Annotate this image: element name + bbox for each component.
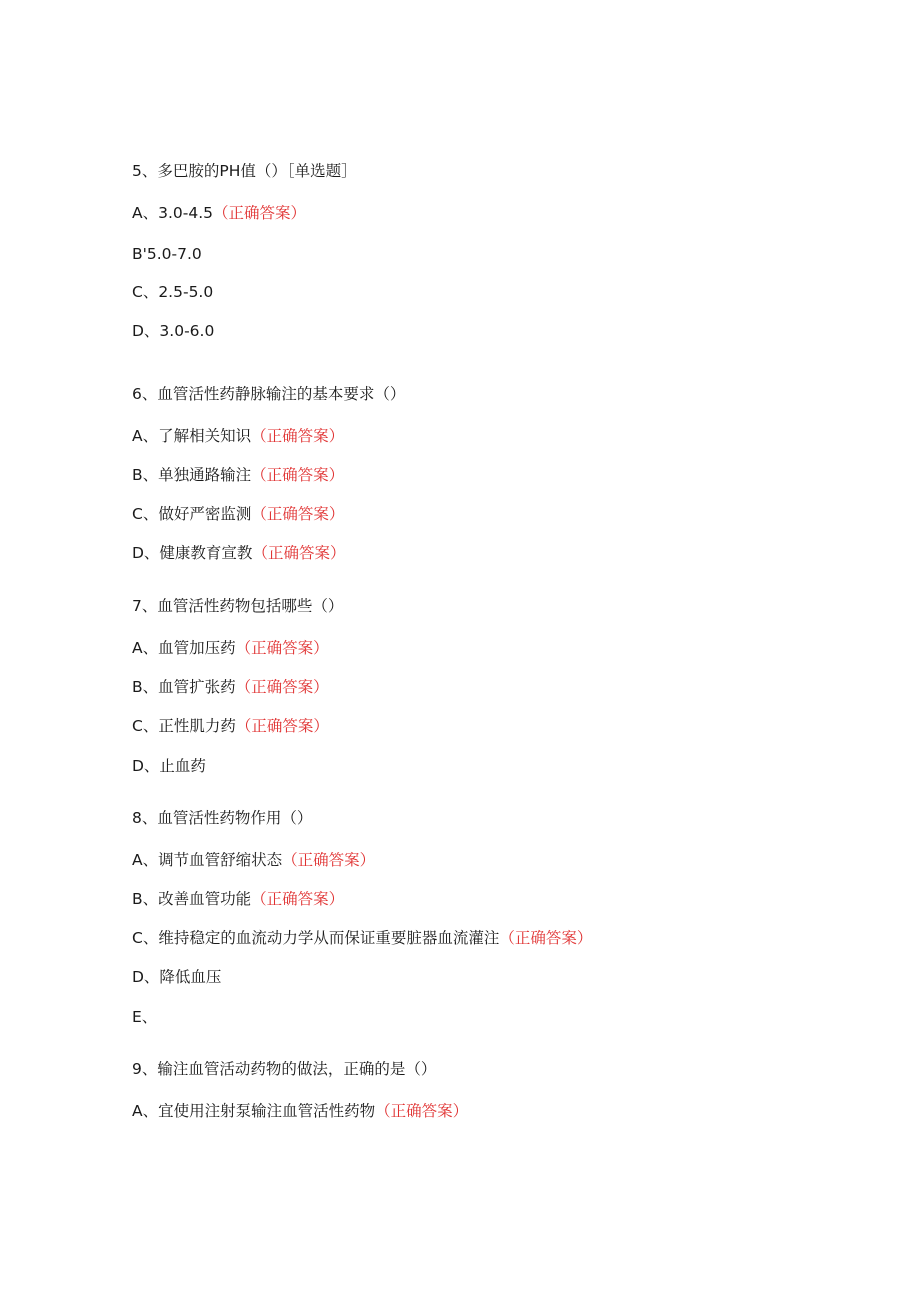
correct-answer-mark: （正确答案） bbox=[235, 717, 329, 735]
question-8-option-e bbox=[132, 1007, 157, 1027]
correct-answer-mark: （正确答案） bbox=[375, 1102, 469, 1120]
question-6-option-b bbox=[132, 465, 344, 485]
option-text: D、降低血压 bbox=[132, 968, 222, 986]
correct-answer-mark: （正确答案） bbox=[213, 204, 307, 222]
option-text: D、止血药 bbox=[132, 757, 206, 775]
question-6-option-a bbox=[132, 426, 344, 446]
question-7-option-c bbox=[132, 716, 329, 736]
option-text: C、维持稳定的血流动力学从而保证重要脏器血流灌注 bbox=[132, 929, 500, 947]
question-5-option-b bbox=[132, 244, 202, 264]
question-5-title: 5、多巴胺的PH值（）［单选题］ bbox=[132, 162, 357, 180]
option-text: A、调节血管舒缩状态 bbox=[132, 851, 283, 869]
correct-answer-mark: （正确答案） bbox=[251, 427, 345, 445]
option-text: D、健康教育宣教 bbox=[132, 544, 253, 562]
question-9-title: 9、输注血管活动药物的做法，正确的是（） bbox=[132, 1060, 437, 1078]
question-8-option-b bbox=[132, 889, 344, 909]
correct-answer-mark: （正确答案） bbox=[251, 466, 345, 484]
question-8-option-d bbox=[132, 967, 221, 987]
question-7-option-a bbox=[132, 638, 329, 658]
question-5-option-c bbox=[132, 282, 213, 302]
option-text: A、了解相关知识 bbox=[132, 427, 252, 445]
question-8-title: 8、血管活性药物作用（） bbox=[132, 809, 313, 827]
option-text: B、改善血管功能 bbox=[132, 890, 252, 908]
correct-answer-mark: （正确答案） bbox=[251, 890, 345, 908]
question-9-option-a bbox=[132, 1101, 468, 1121]
option-text: C、正性肌力药 bbox=[132, 717, 236, 735]
correct-answer-mark: （正确答案） bbox=[282, 851, 376, 869]
question-8-option-a bbox=[132, 850, 375, 870]
question-6-title: 6、血管活性药静脉输注的基本要求（） bbox=[132, 385, 406, 403]
correct-answer-mark: （正确答案） bbox=[252, 544, 346, 562]
question-6-option-d bbox=[132, 543, 345, 563]
correct-answer-mark: （正确答案） bbox=[235, 639, 329, 657]
correct-answer-mark: （正确答案） bbox=[499, 929, 593, 947]
option-text: C、做好严密监测 bbox=[132, 505, 252, 523]
question-6-option-c bbox=[132, 504, 344, 524]
question-8-option-c bbox=[132, 928, 592, 948]
correct-answer-mark: （正确答案） bbox=[235, 678, 329, 696]
option-text: A、血管加压药 bbox=[132, 639, 236, 657]
question-5-option-a bbox=[132, 203, 306, 223]
question-7-title: 7、血管活性药物包括哪些（） bbox=[132, 597, 344, 615]
option-text: A、3.0-4.5 bbox=[132, 204, 213, 222]
question-5-option-d bbox=[132, 321, 214, 341]
correct-answer-mark: （正确答案） bbox=[251, 505, 345, 523]
question-7-option-b bbox=[132, 677, 329, 697]
option-text: B、单独通路输注 bbox=[132, 466, 252, 484]
option-text: D、3.0-6.0 bbox=[132, 322, 215, 340]
option-text: B'5.0-7.0 bbox=[132, 245, 202, 263]
option-text: E、 bbox=[132, 1008, 158, 1026]
option-text: B、血管扩张药 bbox=[132, 678, 236, 696]
option-text: C、2.5-5.0 bbox=[132, 283, 214, 301]
option-text: A、宜使用注射泵输注血管活性药物 bbox=[132, 1102, 376, 1120]
question-7-option-d bbox=[132, 756, 206, 776]
